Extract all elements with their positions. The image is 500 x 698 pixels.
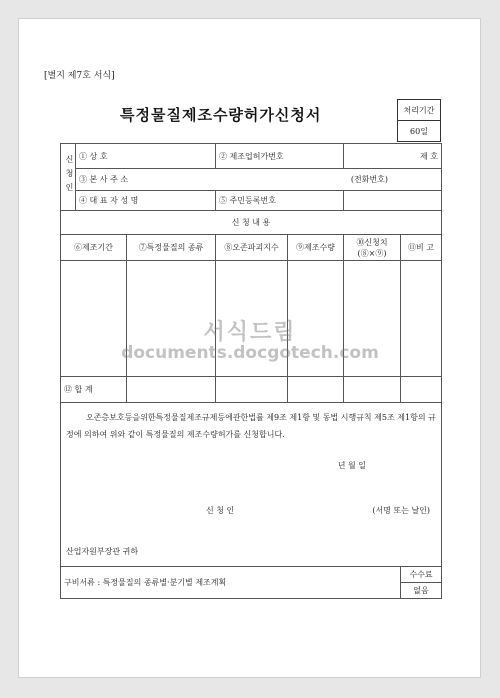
biz-license-field[interactable] (344, 144, 442, 169)
representative-name-label: ④ 대 표 자 성 명 (79, 196, 139, 205)
form-number-label: [별지 제7호 서식] (44, 71, 115, 81)
attachments-note: 구비서류 : 특정물질의 종류별·분기별 제조계획 (61, 567, 401, 599)
company-name-field[interactable] (76, 144, 216, 169)
col-ozone-depletion-index: ⑧오존파괴지수 (216, 235, 288, 261)
substance-type-cell[interactable] (127, 261, 216, 377)
quantity-cell[interactable] (288, 261, 344, 377)
resident-number-label: ⑤ 주민등록번호 (216, 191, 344, 211)
representative-name-field[interactable] (76, 191, 216, 211)
production-period-cell[interactable] (61, 261, 127, 377)
application-form-table (60, 143, 442, 599)
applicant-signature-label: 신 청 인 (206, 506, 235, 515)
fee-label: 수수료 (401, 567, 442, 583)
total-substance-cell[interactable] (127, 377, 216, 403)
col-production-period: ⑥제조기간 (61, 235, 127, 261)
company-name-label: ① 상 호 (79, 151, 108, 161)
declaration-block (61, 403, 442, 567)
phone-label: (전화번호) (350, 175, 389, 184)
watermark-url: documents.docgotech.com (121, 343, 379, 363)
col-production-quantity: ⑨제조수량 (288, 235, 344, 261)
processing-period-value: 60일 (398, 120, 440, 141)
addressee: 산업자원부장관 귀하 (66, 547, 139, 556)
total-index-cell[interactable] (216, 377, 288, 403)
date-line: 년 월 일 (337, 461, 367, 470)
resident-number-field[interactable] (344, 191, 442, 211)
signature-field[interactable]: (서명 또는 날인) (372, 506, 431, 515)
total-applied-cell[interactable] (344, 377, 401, 403)
watermark-title: 서식드림 (203, 320, 297, 345)
processing-period-label: 처리기간 (403, 105, 435, 115)
total-remarks-cell[interactable] (401, 377, 442, 403)
col-substance-type: ⑦특정물질의 종류 (127, 235, 216, 261)
applicant-section-label: 신청인 (61, 144, 76, 211)
processing-period-box (397, 99, 441, 142)
total-quantity-cell[interactable] (288, 377, 344, 403)
biz-license-value: 제 호 (420, 151, 439, 161)
declaration-text: 오존층보호등을위한특정물질제조규제등에관한법률 제9조 제1항 및 동법 시행규칙 제5조 제1항의 규정에 의하여 위와 같이 특정물질의 제조수량허가를 신청합니다. (66, 413, 436, 439)
form-title: 특정물질제조수량허가신청서 (120, 106, 322, 124)
col-applied-value: ⑩신청치 (⑧×⑨) (344, 235, 401, 261)
biz-license-label: ② 제조업허가번호 (216, 144, 344, 169)
remarks-cell[interactable] (401, 261, 442, 377)
head-office-address-field[interactable] (76, 169, 442, 191)
fee-value: 없음 (401, 583, 442, 599)
ozone-index-cell[interactable] (216, 261, 288, 377)
application-details-title: 신 청 내 용 (61, 211, 442, 235)
col-remarks: ⑪비 고 (401, 235, 442, 261)
applied-value-cell[interactable] (344, 261, 401, 377)
address-label: ③ 본 사 주 소 (79, 175, 129, 184)
total-label: ⑫ 합 계 (61, 377, 127, 403)
